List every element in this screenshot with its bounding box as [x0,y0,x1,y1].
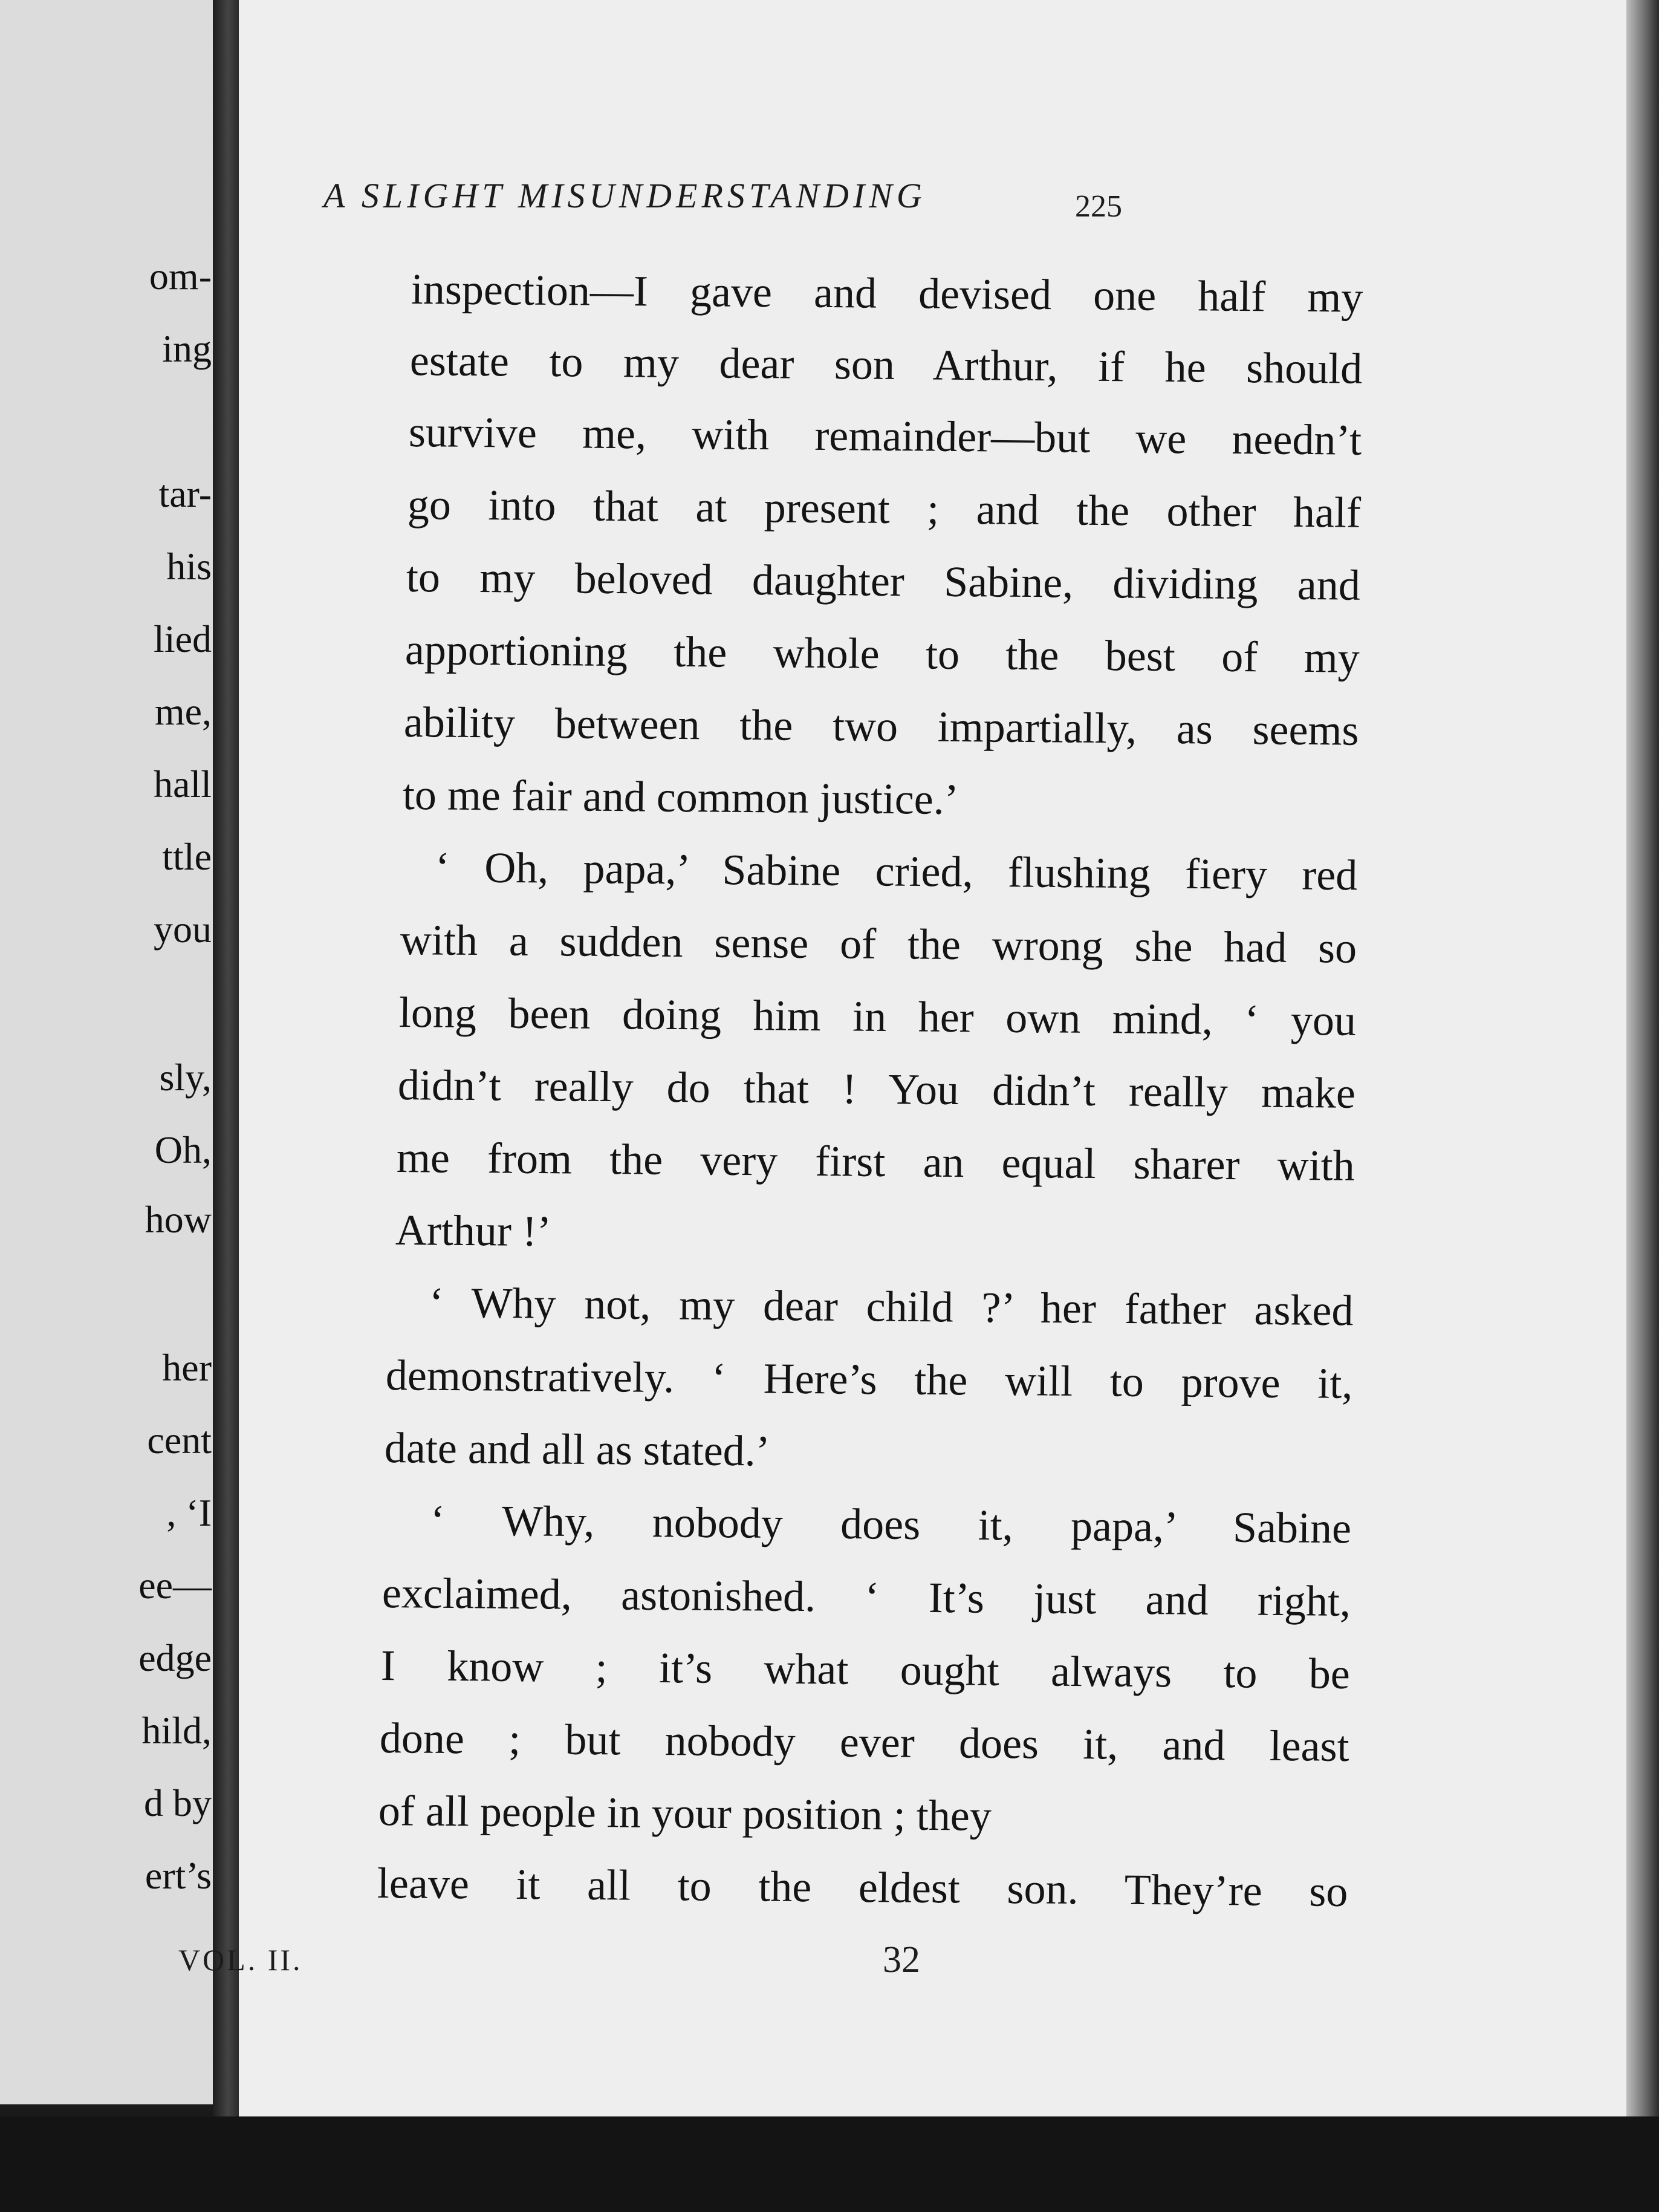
left-page-fragment: d by [144,1781,212,1824]
text-line: leave it all to the eldest son. They’re so [377,1859,1348,1916]
left-page-fragment: his [166,545,212,588]
text-line: estate to my dear son Arthur, if he should [409,336,1363,393]
left-page-fragment: edge [138,1636,212,1679]
left-page-fragment: hall [154,763,212,805]
right-page-edge [1626,0,1659,2141]
text-line: of all people in your position ; they [378,1786,992,1840]
left-page-fragment: you [154,908,212,951]
left-page-fragment: ert’s [144,1854,212,1897]
left-page-fragment: om- [149,255,212,298]
text-line: date and all as stated.’ [384,1423,771,1475]
book-gutter [213,0,241,2116]
text-line: ability between the two impartially, as seems [403,698,1359,755]
text-line: to my beloved daughter Sabine, dividing and [406,553,1361,610]
text-line: ‘ Why not, my dear child ?’ her father asked [429,1278,1354,1335]
text-line: ‘ Oh, papa,’ Sabine cried, flushing fiery red [435,843,1358,900]
left-page-fragment: , ‘I [166,1491,212,1534]
text-line: Arthur !’ [395,1206,552,1256]
text-line: me from the very first an equal sharer with [396,1133,1355,1190]
text-line: ‘ Why, nobody does it, papa,’ Sabine [430,1496,1352,1553]
text-line: long been doing him in her own mind, ‘ you [398,988,1357,1045]
text-line: with a sudden sense of the wrong she had so [400,916,1357,972]
running-head: A SLIGHT MISUNDERSTANDING [323,176,926,215]
left-page-fragment: hild, [141,1709,212,1752]
left-page-fragment: sly, [159,1056,212,1099]
left-page-fragment: lied [154,617,212,660]
text-line: survive me, with remainder—but we needn’t [408,408,1362,464]
bottom-shadow [0,2116,1659,2212]
text-line: I know ; it’s what ought always to be [380,1641,1351,1698]
left-page-fragment: Oh, [154,1128,212,1171]
text-line: to me fair and common justice.’ [402,770,959,824]
left-page-fragment: ing [162,327,212,370]
left-page-fragment: me, [154,690,212,733]
text-line: inspection—I gave and devised one half my [411,265,1363,322]
text-line: done ; but nobody ever does it, and least [379,1714,1349,1771]
left-page-fragment: tar- [158,472,212,515]
text-line: demonstratively. ‘ Here’s the will to prove it, [385,1351,1353,1408]
text-line: didn’t really do that ! You didn’t really make [397,1061,1356,1117]
left-page-fragment: ee— [138,1564,212,1607]
left-page [0,0,218,2104]
left-page-fragment: her [162,1346,212,1389]
left-page-fragment: cent [147,1419,212,1462]
signature-number: 32 [883,1939,920,1980]
page-number: 225 [1075,189,1122,224]
left-page-fragment: ttle [162,835,212,878]
left-page-fragment: how [144,1198,212,1241]
text-line: apportioning the whole to the best of my [404,625,1360,682]
signature-mark: VOL. II. [178,1943,303,1977]
text-line: go into that at present ; and the other half [407,480,1362,537]
text-line: exclaimed, astonished. ‘ It’s just and right, [381,1569,1351,1625]
